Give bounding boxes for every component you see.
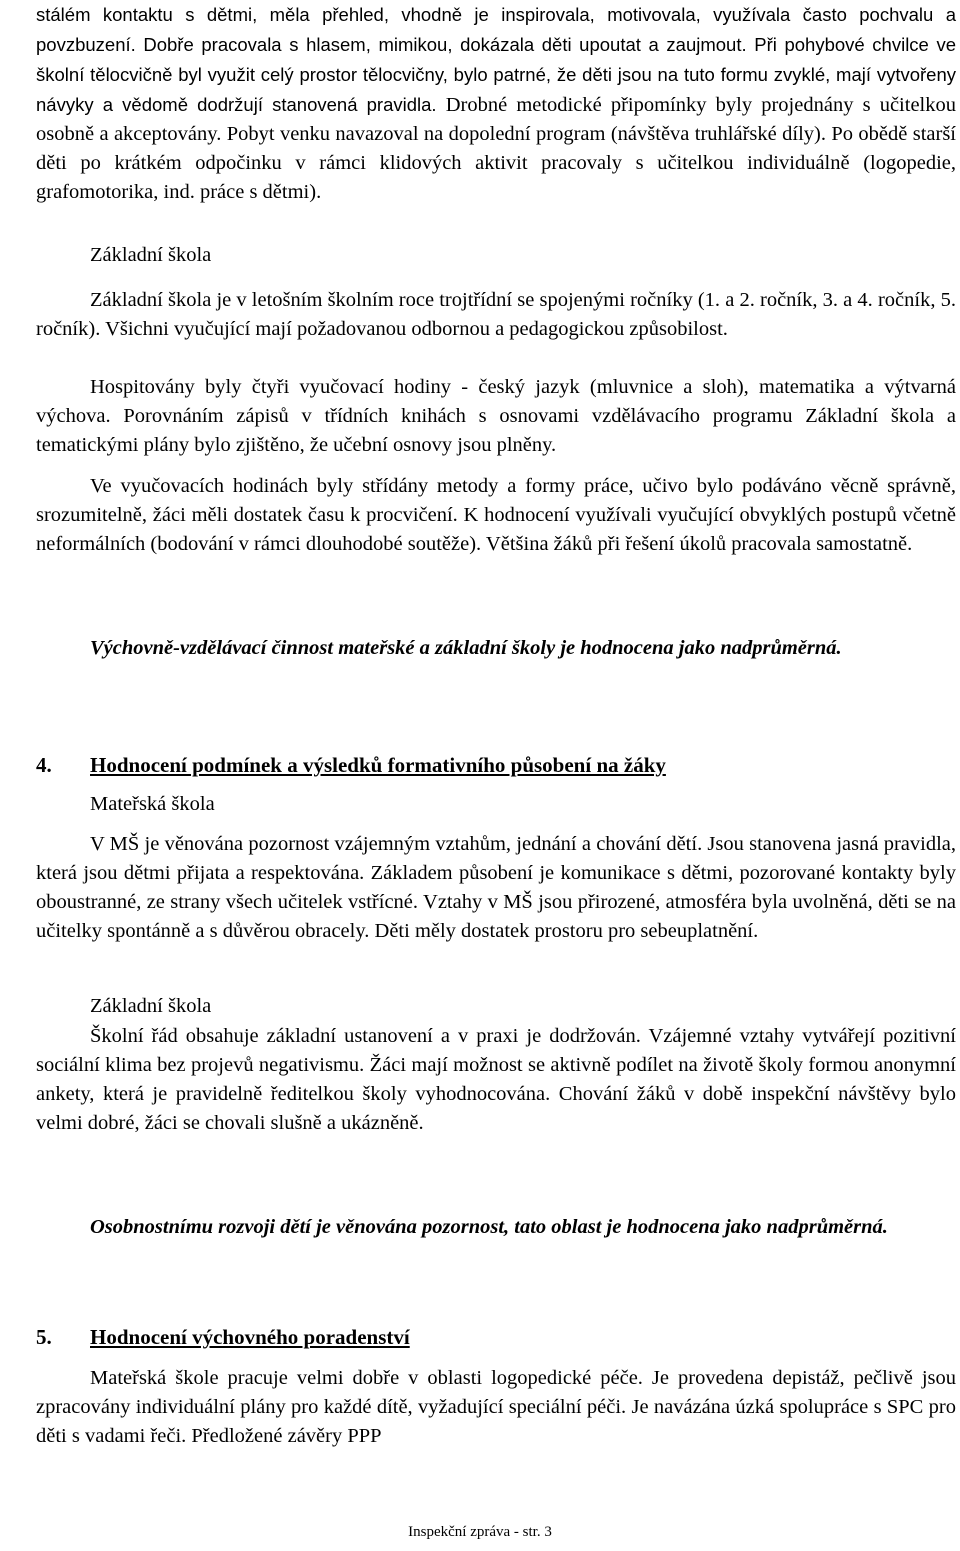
section-4-title: Hodnocení podmínek a výsledků formativního působení na žáky	[90, 753, 666, 777]
paragraph-continued	[36, 0, 956, 207]
section-5-title: Hodnocení výchovného poradenství	[90, 1325, 410, 1349]
section-5-heading	[36, 1322, 956, 1352]
paragraph-poradenstvi: Mateřská škole pracuje velmi dobře v oblasti logopedické péče. Je provedena depistáž, pečlivě jsou zpracovány individuální plány pro každé dítě, vyžadující speciální péči. Je navázána úzká spolupráce s SPC pro děti s vadami řeči. Předložené závěry PPP	[36, 1367, 956, 1447]
paragraph-ms: V MŠ je věnována pozornost vzájemným vztahům, jednání a chování dětí. Jsou stanovena jasná pravidla, která jsou dětmi přijata a respektována. Základem působení je komunikace s dětmi, pozorované kontakty byly oboustranné, ze strany všech učitelek vstřícné. Vztahy v MŠ jsou přirozené, atmosféra byla uvolněná, děti se na učitelky spontánně a s důvěrou obracely. Děti měly dostatek prostoru pro sebeuplatnění.	[36, 833, 956, 942]
paragraph-part-1: stálém kontaktu s dětmi, měla přehled, vhodně je inspirovala, motivovala, využívala často pochvalu a povzbuzení. Dobře pracovala s hlasem, mimikou, dokázala děti upoutat a zaujmout. Při pohybové chvilce ve školní tělocvičně byl využit celý prostor tělocvičny, bylo patrné, že děti jsou na tuto formu zvyklé, mají vytvořeny návyky a vědomě dodržují stanovená pravidla.	[36, 4, 956, 115]
heading-zakladni-skola: Základní škola	[90, 244, 212, 266]
paragraph-part-2: Drobné metodické připomínky byly projednány s učitelkou osobně a akceptovány. Pobyt venku navazoval na dopolední program (návštěva truhlářské díly). Po obědě starší děti po krátkém odpočinku v rámci klidových aktivit pracovaly s učitelkou individuálně (logopedie, grafomotorika, ind. práce s dětmi).	[36, 94, 956, 203]
verdict-vychovne-vzdelavaci: Výchovně-vzdělávací činnost mateřské a základní školy je hodnocena jako nadprůměrná.	[90, 637, 842, 659]
section-5-number: 5.	[36, 1325, 52, 1349]
page-footer: Inspekční zpráva - str. 3	[408, 1524, 552, 1540]
paragraph-zs-2: Hospitovány byly čtyři vyučovací hodiny - český jazyk (mluvnice a sloh), matematika a výtvarná výchova. Porovnáním zápisů v třídních knihách s osnovami vzdělávacího programu Základní škola a tematickými plány bylo zjištěno, že učební osnovy jsou plněny.	[36, 376, 956, 456]
section-4-heading	[36, 750, 956, 780]
verdict-osobnostni-rozvoj: Osobnostnímu rozvoji dětí je věnována pozornost, tato oblast je hodnocena jako nadprůměrná.	[90, 1216, 888, 1238]
heading-materska-skola: Mateřská škola	[90, 793, 215, 815]
paragraph-zs-3: Ve vyučovacích hodinách byly střídány metody a formy práce, učivo bylo podáváno věcně správně, srozumitelně, žáci měli dostatek času k procvičení. K hodnocení využívali vyučující obvyklých postupů včetně neformálních (bodování v rámci dlouhodobé soutěže). Většina žáků při řešení úkolů pracovala samostatně.	[36, 475, 956, 555]
paragraph-zs-4: Školní řád obsahuje základní ustanovení a v praxi je dodržován. Vzájemné vztahy vytvářejí pozitivní sociální klima bez projevů negativismu. Žáci mají možnost se aktivně podílet na životě školy formou anonymní ankety, která je pravidelně ředitelkou školy vyhodnocována. Chování žáků v době inspekční návštěvy bylo velmi dobré, žáci se chovali slušně a ukázněně.	[36, 1025, 956, 1134]
section-4-number: 4.	[36, 753, 52, 777]
paragraph-zs-1: Základní škola je v letošním školním roce trojtřídní se spojenými ročníky (1. a 2. ročník, 3. a 4. ročník, 5. ročník). Všichni vyučující mají požadovanou odbornou a pedagogickou způsobilost.	[36, 289, 956, 340]
heading-zakladni-skola-2: Základní škola	[90, 995, 212, 1017]
